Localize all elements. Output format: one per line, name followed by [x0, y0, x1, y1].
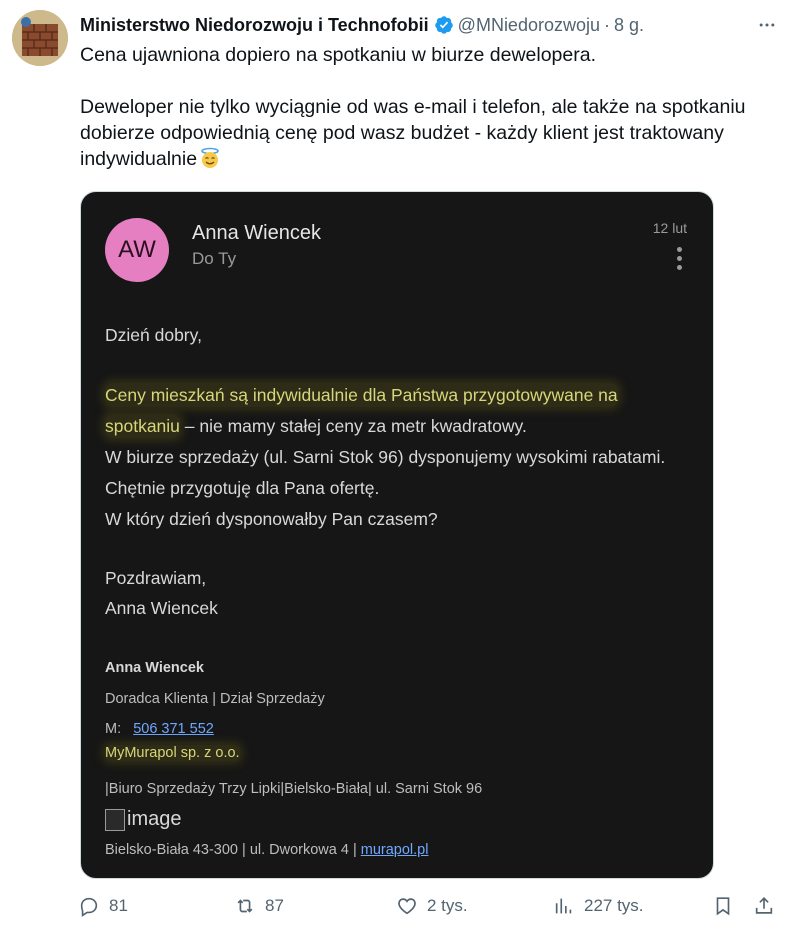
repost-button[interactable] — [234, 895, 284, 917]
email-closing: Pozdrawiam, — [105, 568, 207, 588]
email-line: W biurze sprzedaży (ul. Sarni Stok 96) dysponujemy wysokimi rabatami. — [105, 447, 666, 467]
email-greeting: Dzień dobry, — [105, 325, 202, 345]
highlighted-text: Ceny mieszkań są indywidualnie dla Państwa przygotowywane na — [105, 385, 618, 405]
email-line: W który dzień dysponowałby Pan czasem? — [105, 509, 438, 529]
email-line — [105, 385, 618, 406]
signature-phone-row — [105, 721, 214, 737]
broken-image-icon — [105, 809, 125, 831]
bookmark-button[interactable] — [712, 895, 743, 917]
author-name[interactable]: Ministerstwo Niedorozwoju i Technofobii — [80, 14, 429, 35]
share-button[interactable] — [753, 895, 784, 917]
views-button[interactable] — [553, 895, 644, 917]
reply-button[interactable] — [78, 895, 128, 917]
email-line: Chętnie przygotuję dla Pana ofertę. — [105, 478, 380, 498]
signature-company: MyMurapol sp. z o.o. — [105, 745, 240, 761]
view-count: 227 tys. — [584, 896, 644, 915]
tweet-paragraph-text: Deweloper nie tylko wyciągnie od was e-mail i telefon, ale także na spotkaniu dobierze odpowiednią cenę pod wasz budżet - każdy klient jest traktowany indywidualnie — [80, 96, 746, 170]
dot-separator: · — [604, 14, 610, 35]
highlighted-text: spotkaniu — [105, 416, 180, 436]
verified-badge-icon[interactable] — [434, 15, 454, 35]
broken-image-alt: image — [127, 808, 182, 830]
bookmark-icon — [712, 895, 734, 917]
tweet-paragraph: Cena ujawniona dopiero na spotkaniu w biurze dewelopera. — [80, 44, 597, 66]
email-recipient: Do Ty — [192, 249, 237, 268]
signature-website-link: murapol.pl — [360, 842, 429, 858]
halo-emoji-icon — [199, 147, 221, 169]
tweet-paragraph — [80, 94, 780, 172]
share-icon — [753, 895, 775, 917]
signature-address: Bielsko-Biała 43-300 | ul. Dworkowa 4 | — [105, 842, 357, 858]
email-screenshot-image[interactable] — [80, 191, 714, 879]
like-button[interactable] — [396, 895, 468, 917]
email-closing-name: Anna Wiencek — [105, 598, 218, 618]
author-handle[interactable]: @MNiedorozwoju — [457, 14, 600, 35]
email-date: 12 lut — [652, 220, 687, 236]
repost-count: 87 — [265, 896, 284, 915]
signature-address-row — [105, 842, 428, 858]
email-line-text: – nie mamy stałej ceny za metr kwadratowy. — [179, 416, 527, 436]
signature-phone-link: 506 371 552 — [133, 721, 214, 737]
signature-role: Doradca Klienta | Dział Sprzedaży — [105, 691, 325, 707]
more-options-icon[interactable] — [754, 12, 780, 38]
brick-wall-avatar-icon — [12, 10, 68, 66]
repost-icon — [234, 895, 256, 917]
tweet-text — [80, 42, 780, 198]
tweet-action-bar — [78, 895, 780, 923]
email-line — [105, 416, 527, 437]
reply-icon — [78, 895, 100, 917]
signature-name: Anna Wiencek — [105, 660, 204, 676]
email-sender: Anna Wiencek — [192, 222, 321, 244]
reply-count: 81 — [109, 896, 128, 915]
views-chart-icon — [553, 895, 575, 917]
author-avatar[interactable] — [12, 10, 68, 66]
heart-icon — [396, 895, 418, 917]
tweet-header — [80, 12, 780, 38]
broken-image — [105, 808, 181, 831]
signature-phone-label: M: — [105, 721, 122, 737]
email-menu-icon — [675, 247, 683, 275]
sender-avatar: AW — [105, 218, 169, 282]
signature-office: |Biuro Sprzedaży Trzy Lipki|Bielsko-Biała| ul. Sarni Stok 96 — [105, 781, 483, 797]
tweet-time[interactable]: 8 g. — [614, 14, 645, 35]
like-count: 2 tys. — [427, 896, 468, 915]
